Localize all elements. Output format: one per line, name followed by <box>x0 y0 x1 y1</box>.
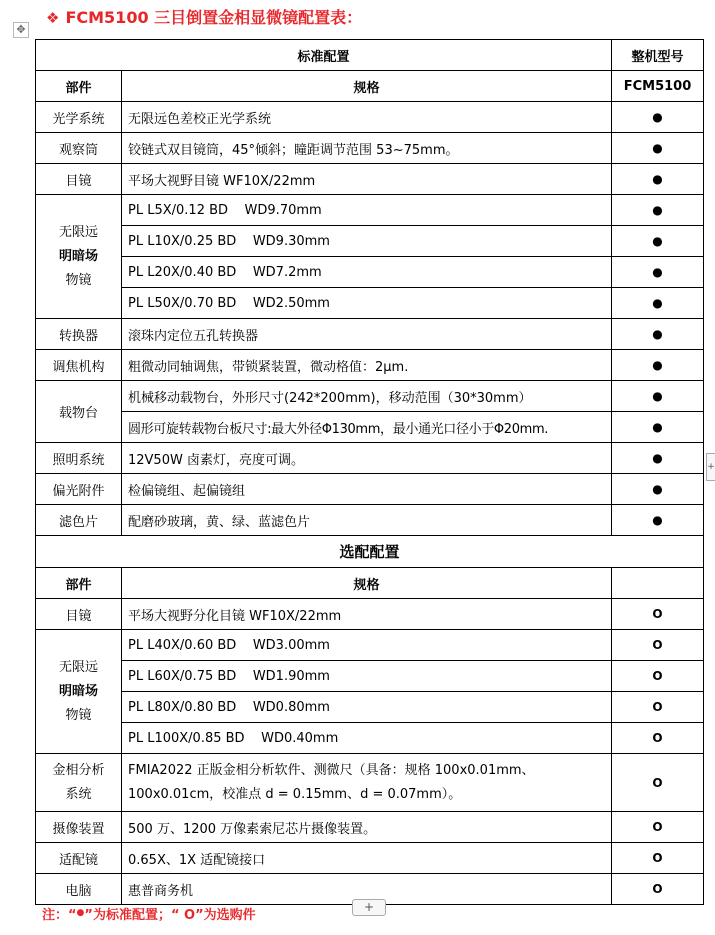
optional-mark: O <box>612 812 704 843</box>
table-row <box>36 102 704 133</box>
part-line: 明暗场 <box>58 683 98 699</box>
standard-mark: ● <box>612 505 704 536</box>
add-column-button[interactable] <box>706 453 715 481</box>
part-cell-objective <box>36 195 122 319</box>
spec-column-header: 规格 <box>122 568 612 599</box>
spec-cell: 平场大视野分化目镜 WF10X/22mm <box>122 599 612 630</box>
spec-cell: 检偏镜组、起偏镜组 <box>122 474 612 505</box>
table-row <box>36 599 704 630</box>
spec-cell: PL L10X/0.25 BD WD9.30mm <box>122 226 612 257</box>
standard-mark: ● <box>612 381 704 412</box>
spec-cell: PL L5X/0.12 BD WD9.70mm <box>122 195 612 226</box>
spec-cell: PL L50X/0.70 BD WD2.50mm <box>122 288 612 319</box>
table-row <box>36 319 704 350</box>
standard-config-header: 标准配置 <box>36 40 612 71</box>
spec-cell: 惠普商务机 <box>122 874 612 905</box>
table-row <box>36 536 704 568</box>
add-row-button[interactable] <box>352 899 386 916</box>
part-column-header: 部件 <box>36 568 122 599</box>
table-row <box>36 133 704 164</box>
title-text: FCM5100 三目倒置金相显微镜配置表： <box>65 8 363 27</box>
part-cell: 转换器 <box>36 319 122 350</box>
standard-mark: ● <box>612 195 704 226</box>
model-column-header: FCM5100 <box>612 71 704 102</box>
table-row <box>36 381 704 412</box>
table-row <box>36 71 704 102</box>
part-cell: 适配镜 <box>36 843 122 874</box>
table-row <box>36 350 704 381</box>
spec-cell-software <box>122 754 612 812</box>
part-cell: 照明系统 <box>36 443 122 474</box>
table-row <box>36 505 704 536</box>
part-cell: 光学系统 <box>36 102 122 133</box>
optional-mark: O <box>612 692 704 723</box>
optional-mark: O <box>612 723 704 754</box>
optional-config-header: 选配配置 <box>36 536 704 568</box>
standard-mark: ● <box>612 412 704 443</box>
part-cell: 载物台 <box>36 381 122 443</box>
spec-cell: PL L100X/0.85 BD WD0.40mm <box>122 723 612 754</box>
spec-cell: 平场大视野目镜 WF10X/22mm <box>122 164 612 195</box>
plus-icon: + <box>707 462 715 472</box>
standard-mark: ● <box>612 350 704 381</box>
standard-mark: ● <box>612 133 704 164</box>
part-cell: 观察筒 <box>36 133 122 164</box>
table-row <box>36 226 704 257</box>
filled-dot-icon: ● <box>76 908 85 918</box>
table-row <box>36 288 704 319</box>
spec-cell: 无限远色差校正光学系统 <box>122 102 612 133</box>
part-line: 明暗场 <box>58 248 98 264</box>
part-line: 金相分析 <box>52 762 105 778</box>
standard-mark: ● <box>612 443 704 474</box>
table-row <box>36 812 704 843</box>
standard-mark: ● <box>612 288 704 319</box>
spec-cell: PL L40X/0.60 BD WD3.00mm <box>122 630 612 661</box>
table-row <box>36 412 704 443</box>
part-cell: 滤色片 <box>36 505 122 536</box>
standard-mark: ● <box>612 257 704 288</box>
table-row <box>36 195 704 226</box>
standard-mark: ● <box>612 319 704 350</box>
table-row <box>36 164 704 195</box>
spec-cell: 圆形可旋转载物台板尺寸:最大外径Φ130mm，最小通光口径小于Φ20mm. <box>122 412 612 443</box>
table-row <box>36 692 704 723</box>
plus-icon: + <box>363 900 375 914</box>
page-title <box>46 6 362 30</box>
part-cell-software <box>36 754 122 812</box>
standard-mark: ● <box>612 164 704 195</box>
spec-cell: PL L80X/0.80 BD WD0.80mm <box>122 692 612 723</box>
spec-column-header: 规格 <box>122 71 612 102</box>
spec-cell: 500 万、1200 万像素索尼芯片摄像装置。 <box>122 812 612 843</box>
part-line: 物镜 <box>65 272 92 288</box>
optional-mark: O <box>612 843 704 874</box>
part-line: 系统 <box>65 786 92 802</box>
optional-mark: O <box>612 599 704 630</box>
spec-cell: 机械移动载物台，外形尺寸(242*200mm)，移动范围（30*30mm） <box>122 381 612 412</box>
model-label-header: 整机型号 <box>612 40 704 71</box>
standard-mark: ● <box>612 474 704 505</box>
optional-mark: O <box>612 754 704 812</box>
table-row <box>36 40 704 71</box>
spec-cell: PL L60X/0.75 BD WD1.90mm <box>122 661 612 692</box>
optional-mark: O <box>612 874 704 905</box>
legend-note <box>42 903 256 923</box>
part-line: 无限远 <box>58 224 98 240</box>
note-text: ”为标准配置；“ O”为选购件 <box>84 908 256 923</box>
table-row <box>36 661 704 692</box>
spec-cell: 0.65X、1X 适配镜接口 <box>122 843 612 874</box>
note-prefix: 注：“ <box>42 908 77 923</box>
spec-cell: 滚珠内定位五孔转换器 <box>122 319 612 350</box>
spec-cell: 配磨砂玻璃，黄、绿、蓝滤色片 <box>122 505 612 536</box>
table-row <box>36 474 704 505</box>
part-cell: 偏光附件 <box>36 474 122 505</box>
diamond-bullet-icon: ❖ <box>46 9 60 27</box>
standard-mark: ● <box>612 102 704 133</box>
empty-cell <box>612 568 704 599</box>
table-row <box>36 443 704 474</box>
part-cell-objective <box>36 630 122 754</box>
optional-mark: O <box>612 661 704 692</box>
table-row <box>36 568 704 599</box>
part-cell: 目镜 <box>36 164 122 195</box>
spec-line: 100x0.01cm，校准点 d = 0.15mm、d = 0.07mm）。 <box>128 786 462 802</box>
spec-line: FMIA2022 正版金相分析软件、测微尺（具备：规格 100x0.01mm、 <box>128 762 535 778</box>
table-move-handle[interactable] <box>13 22 29 38</box>
move-icon: ✥ <box>16 23 26 36</box>
part-line: 无限远 <box>58 659 98 675</box>
table-row <box>36 257 704 288</box>
part-line: 物镜 <box>65 707 92 723</box>
spec-cell: 铰链式双目镜筒，45°倾斜；瞳距调节范围 53~75mm。 <box>122 133 612 164</box>
standard-mark: ● <box>612 226 704 257</box>
part-cell: 摄像装置 <box>36 812 122 843</box>
part-cell: 调焦机构 <box>36 350 122 381</box>
spec-cell: 粗微动同轴调焦，带锁紧装置，微动格值：2μm. <box>122 350 612 381</box>
part-column-header: 部件 <box>36 71 122 102</box>
part-cell: 电脑 <box>36 874 122 905</box>
spec-cell: 12V50W 卤素灯，亮度可调。 <box>122 443 612 474</box>
table-row <box>36 630 704 661</box>
table-row <box>36 754 704 812</box>
part-cell: 目镜 <box>36 599 122 630</box>
config-table <box>35 39 704 905</box>
optional-mark: O <box>612 630 704 661</box>
table-row <box>36 723 704 754</box>
spec-cell: PL L20X/0.40 BD WD7.2mm <box>122 257 612 288</box>
table-row <box>36 843 704 874</box>
